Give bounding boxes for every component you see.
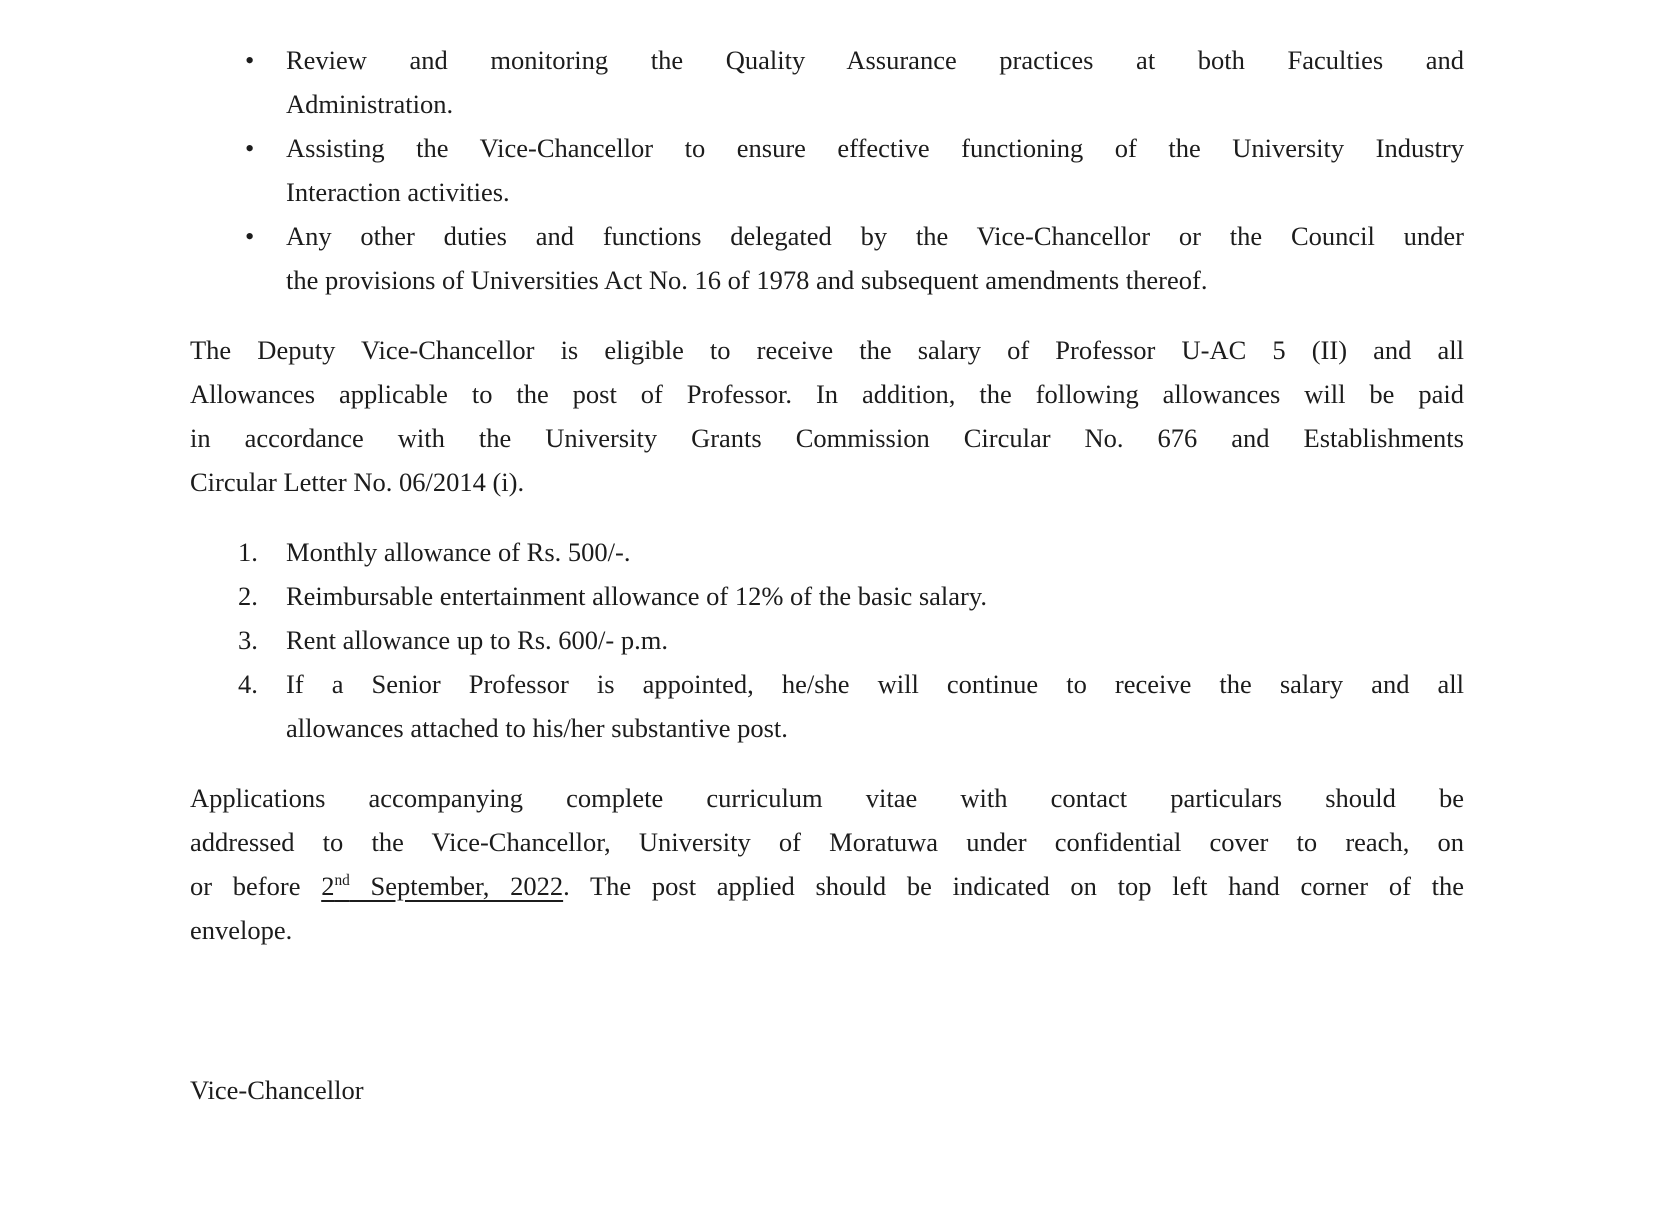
item-number: 2.	[238, 581, 258, 611]
deadline-date	[321, 871, 563, 901]
item-number: 1.	[238, 537, 258, 567]
text-line: Reimbursable entertainment allowance of 12% of the basic salary.	[286, 581, 988, 611]
text-line: Any other duties and functions delegated by the Vice-Chancellor or the Council under	[286, 221, 1464, 251]
numbered-item-entertainment-allowance	[190, 574, 1464, 618]
duties-bullet-list	[190, 38, 1464, 302]
deadline-ordinal: nd	[334, 872, 350, 890]
bullet-item-other-duties	[190, 214, 1464, 302]
numbered-item-monthly-allowance	[190, 530, 1464, 574]
text-line: Rent allowance up to Rs. 600/- p.m.	[286, 625, 668, 655]
bullet-icon: •	[245, 133, 255, 163]
numbered-item-text	[286, 662, 1464, 750]
text-line: Monthly allowance of Rs. 500/-.	[286, 537, 631, 567]
text-line: Assisting the Vice-Chancellor to ensure effective functioning of the University Industry	[286, 133, 1464, 163]
numbered-item-text	[286, 574, 1464, 618]
text-line: Administration.	[286, 89, 454, 119]
bullet-icon: •	[245, 45, 255, 75]
salary-paragraph	[190, 328, 1464, 504]
numbered-item-text	[286, 530, 1464, 574]
application-paragraph	[190, 776, 1464, 952]
text-line: Applications accompanying complete curriculum vitae with contact particulars should be	[190, 783, 1464, 813]
item-number: 3.	[238, 625, 258, 655]
text-line: in accordance with the University Grants Commission Circular No. 676 and Establishments	[190, 423, 1464, 453]
text-line: addressed to the Vice-Chancellor, University of Moratuwa under confidential cover to reach, on	[190, 827, 1464, 857]
text-line: allowances attached to his/her substantive post.	[286, 713, 788, 743]
bullet-icon: •	[245, 221, 255, 251]
text-line: Interaction activities.	[286, 177, 510, 207]
deadline-suffix: . The post applied should be indicated on top left hand corner of the	[563, 871, 1465, 901]
numbered-item-text	[286, 618, 1464, 662]
bullet-item-text	[286, 126, 1464, 214]
text-line: envelope.	[190, 915, 293, 945]
text-line: If a Senior Professor is appointed, he/she will continue to receive the salary and all	[286, 669, 1464, 699]
text-line: the provisions of Universities Act No. 16 of 1978 and subsequent amendments thereof.	[286, 265, 1208, 295]
deadline-line	[190, 864, 1464, 908]
allowances-numbered-list	[190, 530, 1464, 750]
text-line: Review and monitoring the Quality Assurance practices at both Faculties and	[286, 45, 1464, 75]
text-line: Circular Letter No. 06/2014 (i).	[190, 467, 525, 497]
bullet-item-industry-interaction	[190, 126, 1464, 214]
numbered-item-rent-allowance	[190, 618, 1464, 662]
deadline-month-year: September, 2022	[349, 871, 564, 901]
deadline-day: 2	[321, 871, 335, 901]
deadline-prefix: or before	[190, 871, 322, 901]
item-number: 4.	[238, 669, 258, 699]
numbered-item-senior-professor	[190, 662, 1464, 750]
bullet-item-text	[286, 214, 1464, 302]
bullet-item-quality-assurance	[190, 38, 1464, 126]
signature: Vice-Chancellor	[190, 1075, 364, 1105]
text-line: The Deputy Vice-Chancellor is eligible to receive the salary of Professor U-AC 5 (II) and all	[190, 335, 1464, 365]
bullet-item-text	[286, 38, 1464, 126]
text-line: Allowances applicable to the post of Professor. In addition, the following allowances will be paid	[190, 379, 1464, 409]
